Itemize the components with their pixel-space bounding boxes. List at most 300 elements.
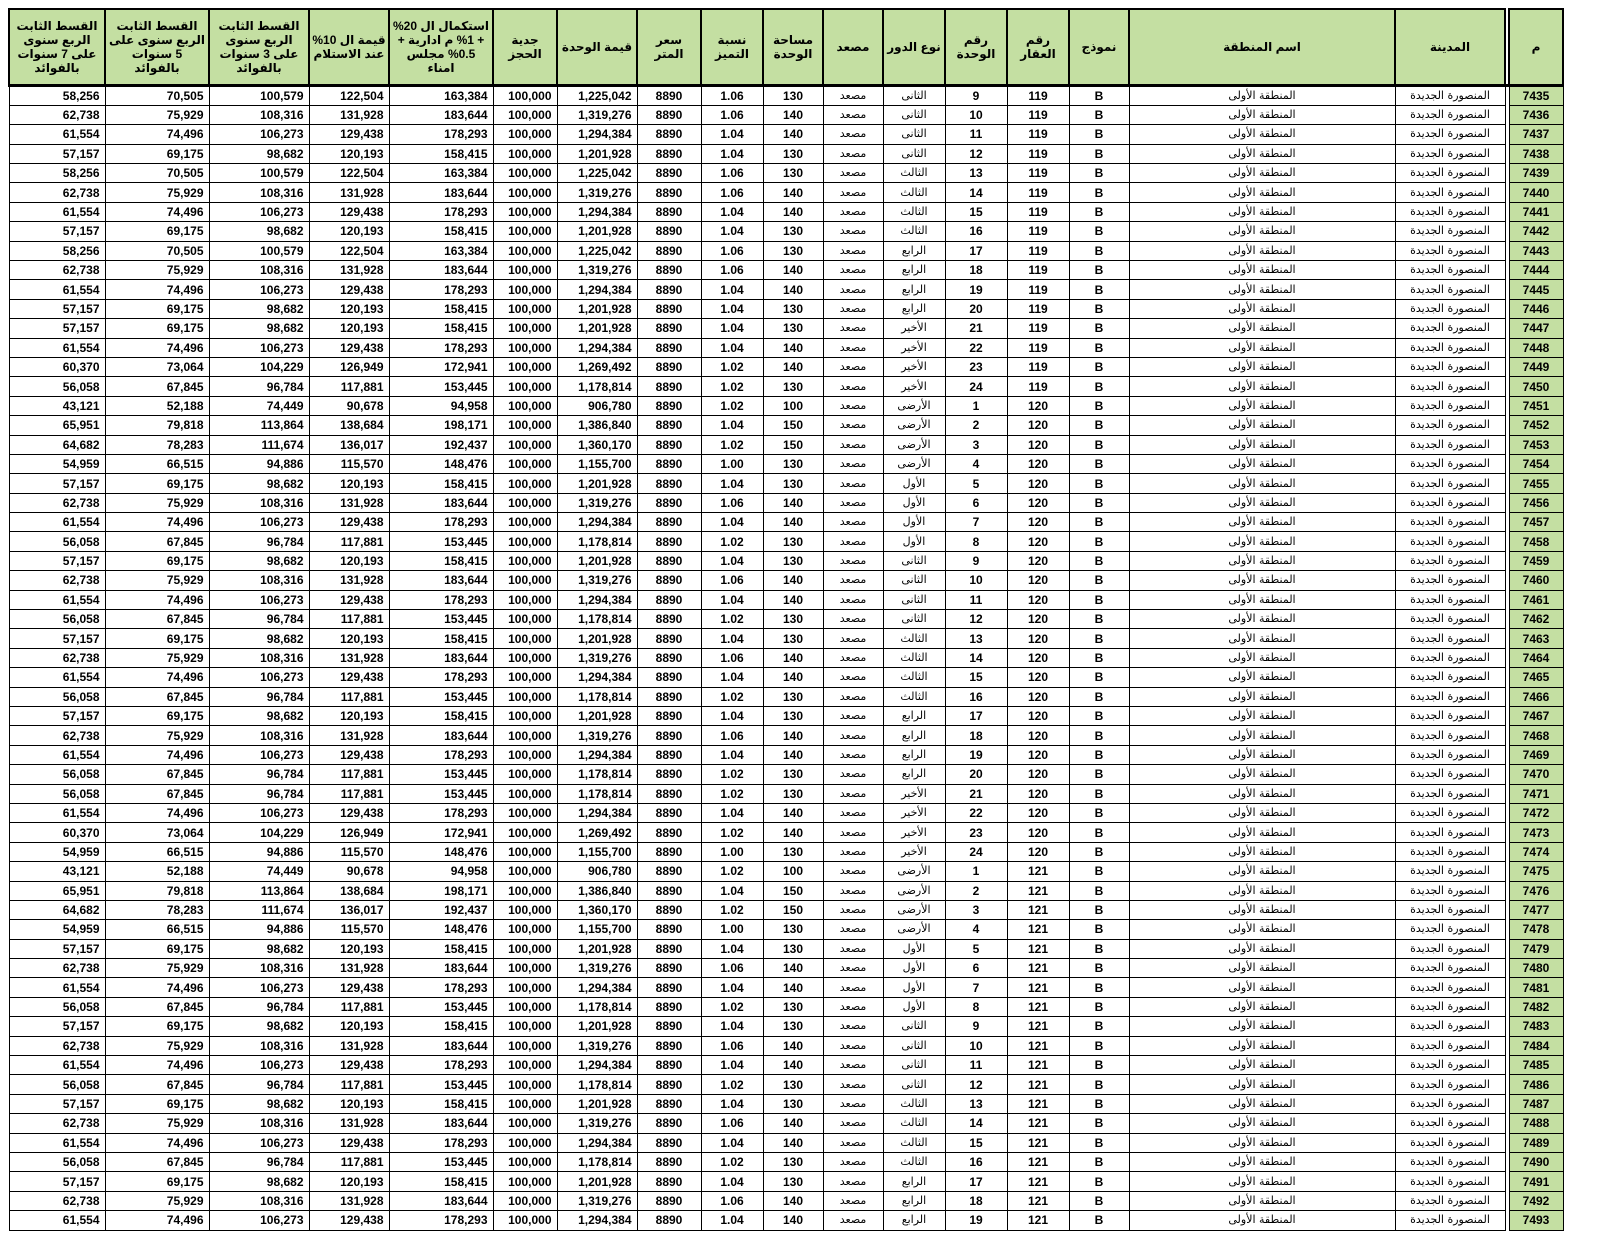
cell-unit-number: 14: [945, 648, 1007, 667]
cell-building-number: 120: [1007, 629, 1069, 648]
cell-floor-type: الرابع: [883, 1211, 945, 1230]
cell-installment-5y: 69,175: [105, 474, 209, 493]
cell-unit-value: 1,319,276: [557, 1191, 637, 1210]
cell-building-number: 119: [1007, 338, 1069, 357]
cell-10pct-on-delivery: 129,438: [309, 1056, 389, 1075]
cell-installment-5y: 70,505: [105, 164, 209, 183]
cell-elevator: مصعد: [823, 416, 883, 435]
cell-unit-value: 1,319,276: [557, 183, 637, 202]
cell-city: المنصورة الجديدة: [1395, 319, 1505, 338]
cell-price-per-meter: 8890: [637, 1211, 701, 1230]
cell-premium-ratio: 1.06: [701, 85, 763, 105]
cell-building-number: 119: [1007, 85, 1069, 105]
cell-installment-7y: 62,738: [9, 261, 105, 280]
cell-unit-area: 130: [763, 707, 823, 726]
cell-deposit: 100,000: [493, 629, 557, 648]
cell-floor-type: الثانى: [883, 590, 945, 609]
cell-10pct-on-delivery: 90,678: [309, 862, 389, 881]
cell-unit-area: 130: [763, 784, 823, 803]
cell-unit-value: 1,360,170: [557, 435, 637, 454]
cell-deposit: 100,000: [493, 319, 557, 338]
cell-unit-value: 1,294,384: [557, 1133, 637, 1152]
cell-20pct-completion: 172,941: [389, 823, 493, 842]
cell-10pct-on-delivery: 131,928: [309, 571, 389, 590]
cell-deposit: 100,000: [493, 474, 557, 493]
cell-20pct-completion: 158,415: [389, 474, 493, 493]
cell-model: B: [1069, 610, 1129, 629]
cell-index: 7437: [1509, 125, 1563, 144]
cell-unit-value: 1,201,928: [557, 1017, 637, 1036]
cell-deposit: 100,000: [493, 726, 557, 745]
cell-10pct-on-delivery: 120,193: [309, 707, 389, 726]
cell-city: المنصورة الجديدة: [1395, 261, 1505, 280]
cell-unit-number: 9: [945, 551, 1007, 570]
table-row: [9, 629, 1563, 648]
cell-installment-7y: 57,157: [9, 144, 105, 163]
cell-installment-7y: 62,738: [9, 959, 105, 978]
cell-deposit: 100,000: [493, 144, 557, 163]
cell-deposit: 100,000: [493, 920, 557, 939]
cell-installment-7y: 61,554: [9, 125, 105, 144]
cell-elevator: مصعد: [823, 1056, 883, 1075]
cell-10pct-on-delivery: 120,193: [309, 222, 389, 241]
cell-building-number: 119: [1007, 241, 1069, 260]
cell-installment-3y: 111,674: [209, 435, 309, 454]
cell-20pct-completion: 178,293: [389, 125, 493, 144]
cell-floor-type: الأرضى: [883, 881, 945, 900]
table-row: [9, 997, 1563, 1016]
cell-price-per-meter: 8890: [637, 144, 701, 163]
cell-20pct-completion: 183,644: [389, 493, 493, 512]
cell-unit-value: 1,294,384: [557, 978, 637, 997]
cell-10pct-on-delivery: 129,438: [309, 338, 389, 357]
cell-premium-ratio: 1.06: [701, 1036, 763, 1055]
cell-floor-type: الثانى: [883, 105, 945, 124]
cell-city: المنصورة الجديدة: [1395, 803, 1505, 822]
table-row: [9, 1114, 1563, 1133]
cell-zone-name: المنطقة الأولى: [1129, 474, 1395, 493]
cell-unit-area: 140: [763, 1056, 823, 1075]
cell-premium-ratio: 1.06: [701, 241, 763, 260]
cell-unit-value: 1,269,492: [557, 357, 637, 376]
cell-building-number: 120: [1007, 454, 1069, 473]
cell-city: المنصورة الجديدة: [1395, 687, 1505, 706]
cell-premium-ratio: 1.04: [701, 803, 763, 822]
cell-zone-name: المنطقة الأولى: [1129, 1056, 1395, 1075]
cell-price-per-meter: 8890: [637, 1133, 701, 1152]
cell-unit-value: 1,386,840: [557, 416, 637, 435]
cell-deposit: 100,000: [493, 745, 557, 764]
cell-unit-number: 1: [945, 862, 1007, 881]
cell-20pct-completion: 94,958: [389, 396, 493, 415]
cell-premium-ratio: 1.04: [701, 222, 763, 241]
cell-installment-3y: 74,449: [209, 396, 309, 415]
cell-20pct-completion: 172,941: [389, 357, 493, 376]
cell-unit-number: 11: [945, 125, 1007, 144]
cell-model: B: [1069, 707, 1129, 726]
cell-premium-ratio: 1.06: [701, 183, 763, 202]
cell-deposit: 100,000: [493, 280, 557, 299]
cell-price-per-meter: 8890: [637, 629, 701, 648]
cell-unit-number: 19: [945, 745, 1007, 764]
cell-elevator: مصعد: [823, 85, 883, 105]
cell-10pct-on-delivery: 120,193: [309, 939, 389, 958]
cell-unit-area: 130: [763, 532, 823, 551]
cell-building-number: 119: [1007, 125, 1069, 144]
col-header-model: نموذج: [1069, 9, 1129, 85]
cell-unit-area: 140: [763, 513, 823, 532]
cell-zone-name: المنطقة الأولى: [1129, 784, 1395, 803]
cell-model: B: [1069, 784, 1129, 803]
cell-city: المنصورة الجديدة: [1395, 1191, 1505, 1210]
cell-elevator: مصعد: [823, 610, 883, 629]
cell-elevator: مصعد: [823, 1036, 883, 1055]
cell-elevator: مصعد: [823, 493, 883, 512]
table-row: [9, 1152, 1563, 1171]
cell-building-number: 121: [1007, 997, 1069, 1016]
cell-floor-type: الثانى: [883, 1036, 945, 1055]
cell-zone-name: المنطقة الأولى: [1129, 416, 1395, 435]
cell-unit-number: 16: [945, 222, 1007, 241]
cell-unit-area: 130: [763, 610, 823, 629]
cell-zone-name: المنطقة الأولى: [1129, 357, 1395, 376]
col-header-premium-ratio: نسبة التميز: [701, 9, 763, 85]
cell-premium-ratio: 1.02: [701, 377, 763, 396]
cell-installment-3y: 96,784: [209, 532, 309, 551]
cell-unit-number: 12: [945, 610, 1007, 629]
cell-installment-5y: 67,845: [105, 532, 209, 551]
table-row: [9, 357, 1563, 376]
cell-model: B: [1069, 1172, 1129, 1191]
cell-elevator: مصعد: [823, 125, 883, 144]
cell-10pct-on-delivery: 115,570: [309, 920, 389, 939]
cell-model: B: [1069, 920, 1129, 939]
units-price-table: [8, 8, 1564, 1231]
cell-deposit: 100,000: [493, 435, 557, 454]
cell-20pct-completion: 163,384: [389, 85, 493, 105]
cell-installment-3y: 106,273: [209, 590, 309, 609]
cell-unit-value: 1,319,276: [557, 1036, 637, 1055]
cell-unit-value: 1,178,814: [557, 1152, 637, 1171]
cell-elevator: مصعد: [823, 571, 883, 590]
cell-floor-type: الأرضى: [883, 862, 945, 881]
cell-installment-7y: 62,738: [9, 183, 105, 202]
cell-city: المنصورة الجديدة: [1395, 241, 1505, 260]
cell-index: 7477: [1509, 900, 1563, 919]
cell-deposit: 100,000: [493, 299, 557, 318]
cell-10pct-on-delivery: 129,438: [309, 803, 389, 822]
cell-price-per-meter: 8890: [637, 377, 701, 396]
cell-unit-number: 17: [945, 1172, 1007, 1191]
cell-building-number: 120: [1007, 493, 1069, 512]
cell-floor-type: الثالث: [883, 629, 945, 648]
cell-20pct-completion: 183,644: [389, 105, 493, 124]
cell-zone-name: المنطقة الأولى: [1129, 164, 1395, 183]
cell-building-number: 120: [1007, 803, 1069, 822]
cell-price-per-meter: 8890: [637, 241, 701, 260]
cell-installment-3y: 106,273: [209, 978, 309, 997]
cell-building-number: 119: [1007, 299, 1069, 318]
cell-premium-ratio: 1.04: [701, 319, 763, 338]
cell-unit-number: 7: [945, 513, 1007, 532]
cell-installment-5y: 69,175: [105, 1172, 209, 1191]
cell-price-per-meter: 8890: [637, 881, 701, 900]
cell-premium-ratio: 1.06: [701, 261, 763, 280]
cell-building-number: 120: [1007, 842, 1069, 861]
cell-building-number: 119: [1007, 280, 1069, 299]
cell-10pct-on-delivery: 120,193: [309, 319, 389, 338]
cell-installment-7y: 56,058: [9, 784, 105, 803]
cell-unit-value: 1,360,170: [557, 900, 637, 919]
cell-10pct-on-delivery: 131,928: [309, 959, 389, 978]
cell-zone-name: المنطقة الأولى: [1129, 299, 1395, 318]
cell-unit-area: 130: [763, 629, 823, 648]
cell-deposit: 100,000: [493, 222, 557, 241]
cell-installment-3y: 106,273: [209, 803, 309, 822]
cell-unit-number: 24: [945, 377, 1007, 396]
cell-model: B: [1069, 183, 1129, 202]
cell-elevator: مصعد: [823, 842, 883, 861]
cell-floor-type: الأول: [883, 939, 945, 958]
cell-model: B: [1069, 629, 1129, 648]
cell-model: B: [1069, 687, 1129, 706]
cell-unit-area: 130: [763, 842, 823, 861]
cell-model: B: [1069, 222, 1129, 241]
cell-elevator: مصعد: [823, 183, 883, 202]
cell-installment-7y: 62,738: [9, 571, 105, 590]
cell-zone-name: المنطقة الأولى: [1129, 881, 1395, 900]
table-row: [9, 1211, 1563, 1230]
cell-10pct-on-delivery: 120,193: [309, 299, 389, 318]
cell-unit-area: 130: [763, 1075, 823, 1094]
cell-floor-type: الرابع: [883, 1172, 945, 1191]
cell-unit-area: 130: [763, 474, 823, 493]
cell-zone-name: المنطقة الأولى: [1129, 842, 1395, 861]
cell-city: المنصورة الجديدة: [1395, 299, 1505, 318]
cell-price-per-meter: 8890: [637, 707, 701, 726]
cell-20pct-completion: 183,644: [389, 261, 493, 280]
cell-city: المنصورة الجديدة: [1395, 784, 1505, 803]
cell-premium-ratio: 1.00: [701, 454, 763, 473]
cell-building-number: 120: [1007, 532, 1069, 551]
cell-city: المنصورة الجديدة: [1395, 1075, 1505, 1094]
cell-20pct-completion: 178,293: [389, 513, 493, 532]
cell-building-number: 119: [1007, 357, 1069, 376]
cell-deposit: 100,000: [493, 590, 557, 609]
cell-unit-number: 2: [945, 416, 1007, 435]
cell-price-per-meter: 8890: [637, 610, 701, 629]
cell-unit-area: 140: [763, 745, 823, 764]
cell-unit-area: 140: [763, 1191, 823, 1210]
cell-zone-name: المنطقة الأولى: [1129, 551, 1395, 570]
cell-deposit: 100,000: [493, 1036, 557, 1055]
cell-unit-area: 140: [763, 125, 823, 144]
cell-building-number: 120: [1007, 551, 1069, 570]
cell-installment-7y: 57,157: [9, 299, 105, 318]
cell-installment-3y: 108,316: [209, 183, 309, 202]
cell-zone-name: المنطقة الأولى: [1129, 668, 1395, 687]
table-row: [9, 105, 1563, 124]
cell-zone-name: المنطقة الأولى: [1129, 1114, 1395, 1133]
cell-model: B: [1069, 726, 1129, 745]
cell-elevator: مصعد: [823, 1211, 883, 1230]
cell-unit-area: 130: [763, 1094, 823, 1113]
cell-10pct-on-delivery: 120,193: [309, 1172, 389, 1191]
cell-floor-type: الأول: [883, 474, 945, 493]
cell-unit-value: 1,178,814: [557, 784, 637, 803]
cell-city: المنصورة الجديدة: [1395, 1036, 1505, 1055]
cell-floor-type: الرابع: [883, 726, 945, 745]
cell-10pct-on-delivery: 129,438: [309, 745, 389, 764]
cell-city: المنصورة الجديدة: [1395, 164, 1505, 183]
cell-elevator: مصعد: [823, 338, 883, 357]
cell-installment-5y: 75,929: [105, 571, 209, 590]
cell-building-number: 120: [1007, 707, 1069, 726]
cell-unit-number: 22: [945, 803, 1007, 822]
cell-floor-type: الأول: [883, 997, 945, 1016]
cell-deposit: 100,000: [493, 377, 557, 396]
cell-10pct-on-delivery: 120,193: [309, 474, 389, 493]
cell-floor-type: الأول: [883, 493, 945, 512]
table-row: [9, 900, 1563, 919]
cell-floor-type: الثانى: [883, 125, 945, 144]
cell-building-number: 119: [1007, 222, 1069, 241]
cell-floor-type: الرابع: [883, 299, 945, 318]
cell-city: المنصورة الجديدة: [1395, 183, 1505, 202]
cell-installment-3y: 106,273: [209, 513, 309, 532]
table-row: [9, 125, 1563, 144]
table-row: [9, 1094, 1563, 1113]
cell-20pct-completion: 158,415: [389, 551, 493, 570]
cell-elevator: مصعد: [823, 1191, 883, 1210]
cell-10pct-on-delivery: 136,017: [309, 435, 389, 454]
cell-installment-3y: 96,784: [209, 377, 309, 396]
cell-unit-number: 24: [945, 842, 1007, 861]
cell-20pct-completion: 153,445: [389, 610, 493, 629]
cell-installment-5y: 67,845: [105, 784, 209, 803]
cell-deposit: 100,000: [493, 1211, 557, 1230]
cell-floor-type: الرابع: [883, 745, 945, 764]
cell-unit-value: 1,201,928: [557, 299, 637, 318]
cell-index: 7472: [1509, 803, 1563, 822]
cell-installment-7y: 56,058: [9, 687, 105, 706]
cell-deposit: 100,000: [493, 1133, 557, 1152]
cell-floor-type: الأخير: [883, 784, 945, 803]
cell-20pct-completion: 158,415: [389, 1094, 493, 1113]
cell-10pct-on-delivery: 129,438: [309, 202, 389, 221]
cell-floor-type: الأخير: [883, 357, 945, 376]
cell-installment-7y: 57,157: [9, 1017, 105, 1036]
cell-city: المنصورة الجديدة: [1395, 1056, 1505, 1075]
cell-unit-number: 4: [945, 920, 1007, 939]
cell-building-number: 121: [1007, 1036, 1069, 1055]
cell-elevator: مصعد: [823, 707, 883, 726]
cell-city: المنصورة الجديدة: [1395, 668, 1505, 687]
cell-model: B: [1069, 513, 1129, 532]
cell-20pct-completion: 158,415: [389, 144, 493, 163]
cell-10pct-on-delivery: 120,193: [309, 144, 389, 163]
cell-unit-area: 130: [763, 920, 823, 939]
cell-premium-ratio: 1.00: [701, 920, 763, 939]
cell-floor-type: الثانى: [883, 551, 945, 570]
cell-installment-7y: 61,554: [9, 280, 105, 299]
cell-installment-7y: 61,554: [9, 745, 105, 764]
cell-deposit: 100,000: [493, 261, 557, 280]
cell-premium-ratio: 1.02: [701, 900, 763, 919]
cell-installment-3y: 108,316: [209, 1036, 309, 1055]
cell-building-number: 119: [1007, 319, 1069, 338]
table-row: [9, 551, 1563, 570]
cell-installment-7y: 64,682: [9, 900, 105, 919]
cell-floor-type: الرابع: [883, 241, 945, 260]
cell-building-number: 120: [1007, 571, 1069, 590]
cell-index: 7486: [1509, 1075, 1563, 1094]
cell-premium-ratio: 1.02: [701, 532, 763, 551]
cell-unit-value: 1,178,814: [557, 532, 637, 551]
cell-floor-type: الأخير: [883, 377, 945, 396]
cell-index: 7468: [1509, 726, 1563, 745]
cell-installment-5y: 75,929: [105, 648, 209, 667]
cell-premium-ratio: 1.04: [701, 551, 763, 570]
cell-installment-3y: 94,886: [209, 920, 309, 939]
cell-unit-area: 140: [763, 261, 823, 280]
cell-zone-name: المنطقة الأولى: [1129, 222, 1395, 241]
cell-zone-name: المنطقة الأولى: [1129, 648, 1395, 667]
cell-zone-name: المنطقة الأولى: [1129, 1075, 1395, 1094]
cell-installment-7y: 57,157: [9, 551, 105, 570]
cell-premium-ratio: 1.06: [701, 164, 763, 183]
cell-unit-area: 130: [763, 1172, 823, 1191]
cell-unit-value: 1,201,928: [557, 474, 637, 493]
cell-city: المنصورة الجديدة: [1395, 454, 1505, 473]
cell-model: B: [1069, 997, 1129, 1016]
cell-price-per-meter: 8890: [637, 726, 701, 745]
cell-installment-3y: 106,273: [209, 280, 309, 299]
cell-deposit: 100,000: [493, 900, 557, 919]
cell-deposit: 100,000: [493, 803, 557, 822]
cell-model: B: [1069, 493, 1129, 512]
cell-20pct-completion: 178,293: [389, 978, 493, 997]
cell-unit-number: 21: [945, 319, 1007, 338]
cell-elevator: مصعد: [823, 357, 883, 376]
cell-installment-5y: 74,496: [105, 513, 209, 532]
cell-city: المنصورة الجديدة: [1395, 978, 1505, 997]
cell-zone-name: المنطقة الأولى: [1129, 183, 1395, 202]
cell-unit-value: 1,178,814: [557, 997, 637, 1016]
cell-10pct-on-delivery: 129,438: [309, 513, 389, 532]
cell-city: المنصورة الجديدة: [1395, 745, 1505, 764]
cell-model: B: [1069, 396, 1129, 415]
col-header-unit-value: قيمة الوحدة: [557, 9, 637, 85]
cell-city: المنصورة الجديدة: [1395, 338, 1505, 357]
cell-unit-value: 1,319,276: [557, 648, 637, 667]
cell-price-per-meter: 8890: [637, 1056, 701, 1075]
cell-unit-value: 1,294,384: [557, 280, 637, 299]
cell-index: 7457: [1509, 513, 1563, 532]
cell-deposit: 100,000: [493, 338, 557, 357]
cell-unit-number: 12: [945, 1075, 1007, 1094]
cell-index: 7442: [1509, 222, 1563, 241]
table-row: [9, 939, 1563, 958]
cell-installment-3y: 111,674: [209, 900, 309, 919]
table-row: [9, 532, 1563, 551]
cell-installment-3y: 100,579: [209, 85, 309, 105]
table-row: [9, 687, 1563, 706]
cell-floor-type: الأول: [883, 513, 945, 532]
cell-city: المنصورة الجديدة: [1395, 1152, 1505, 1171]
cell-installment-5y: 67,845: [105, 610, 209, 629]
table-row: [9, 416, 1563, 435]
